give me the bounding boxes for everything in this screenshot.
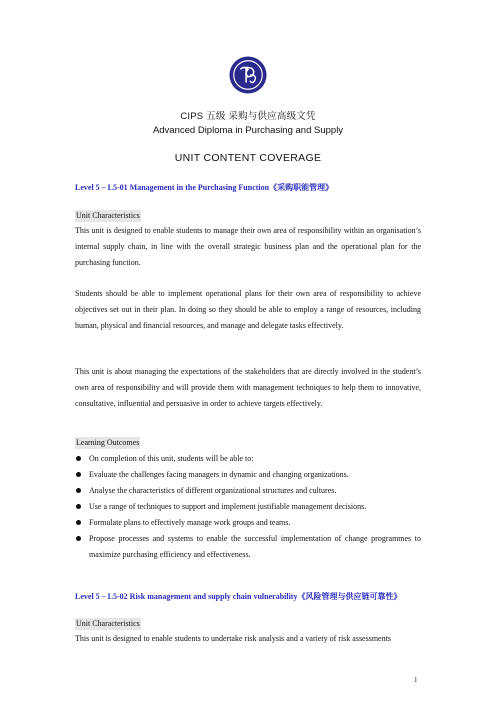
unit2-title: Level 5 – L5-02 Risk management and supply chain vulnerability《风险管理与供应链可靠性》 [75,592,402,601]
learning-outcomes-label: Learning Outcomes [76,438,140,447]
list-item: Formulate plans to effectively manage work groups and teams. [75,515,421,531]
unit-characteristics-label: Unit Characteristics [76,211,140,220]
unit-characteristics-label: Unit Characteristics [76,619,140,628]
list-item: Analyse the characteristics of different organizational structures and cultures. [75,483,421,499]
unit1-paragraph-1: This unit is designed to enable students to manage their own area of responsibility within an organisation’s internal supply chain, in line with the overall strategic business plan and the operational plan for the purchasing function. [75,226,421,267]
unit1-characteristics-heading [75,208,421,224]
unit1-paragraph-3: This unit is about managing the expectations of the stakeholders that are directly involved in the student’s own area of responsibility and will provide them with management techniques to help them to innovative, consultative, influential and persuasive in order to achieve targets effectively. [75,367,421,408]
document-title-english: Advanced Diploma in Purchasing and Supply [152,125,344,136]
document-title-chinese: CIPS 五级 采购与供应高级文凭 [180,111,316,122]
learning-outcomes-list [75,451,421,563]
list-item: On completion of this unit, students will be able to: [75,451,421,467]
unit1-outcomes-heading [75,435,421,451]
unit2-paragraph-1: This unit is designed to enable students to undertake risk analysis and a variety of risk assessments [75,634,391,643]
list-item: Propose processes and systems to enable the successful implementation of change programmes to maximize purchasing efficiency and effectiveness. [75,531,421,563]
list-item: Evaluate the challenges facing managers in dynamic and changing organizations. [75,467,421,483]
page-number: 1 [414,676,418,684]
unit1-title: Level 5 – L5-01 Management in the Purchasing Function《采购职能管理》 [75,183,334,192]
cips-logo [229,56,267,94]
unit1-outcomes-list-wrap [75,451,421,563]
unit2-characteristics-heading [75,616,421,632]
list-item: Use a range of techniques to support and implement justifiable management decisions. [75,499,421,515]
unit1-paragraph-2: Students should be able to implement operational plans for their own area of responsibility to achieve objectives set out in their plan. In doing so they should be able to employ a range of resources, including human, physical and financial resources, and manage and delegate tasks effectively. [75,289,421,330]
section-heading: UNIT CONTENT COVERAGE [174,152,322,164]
